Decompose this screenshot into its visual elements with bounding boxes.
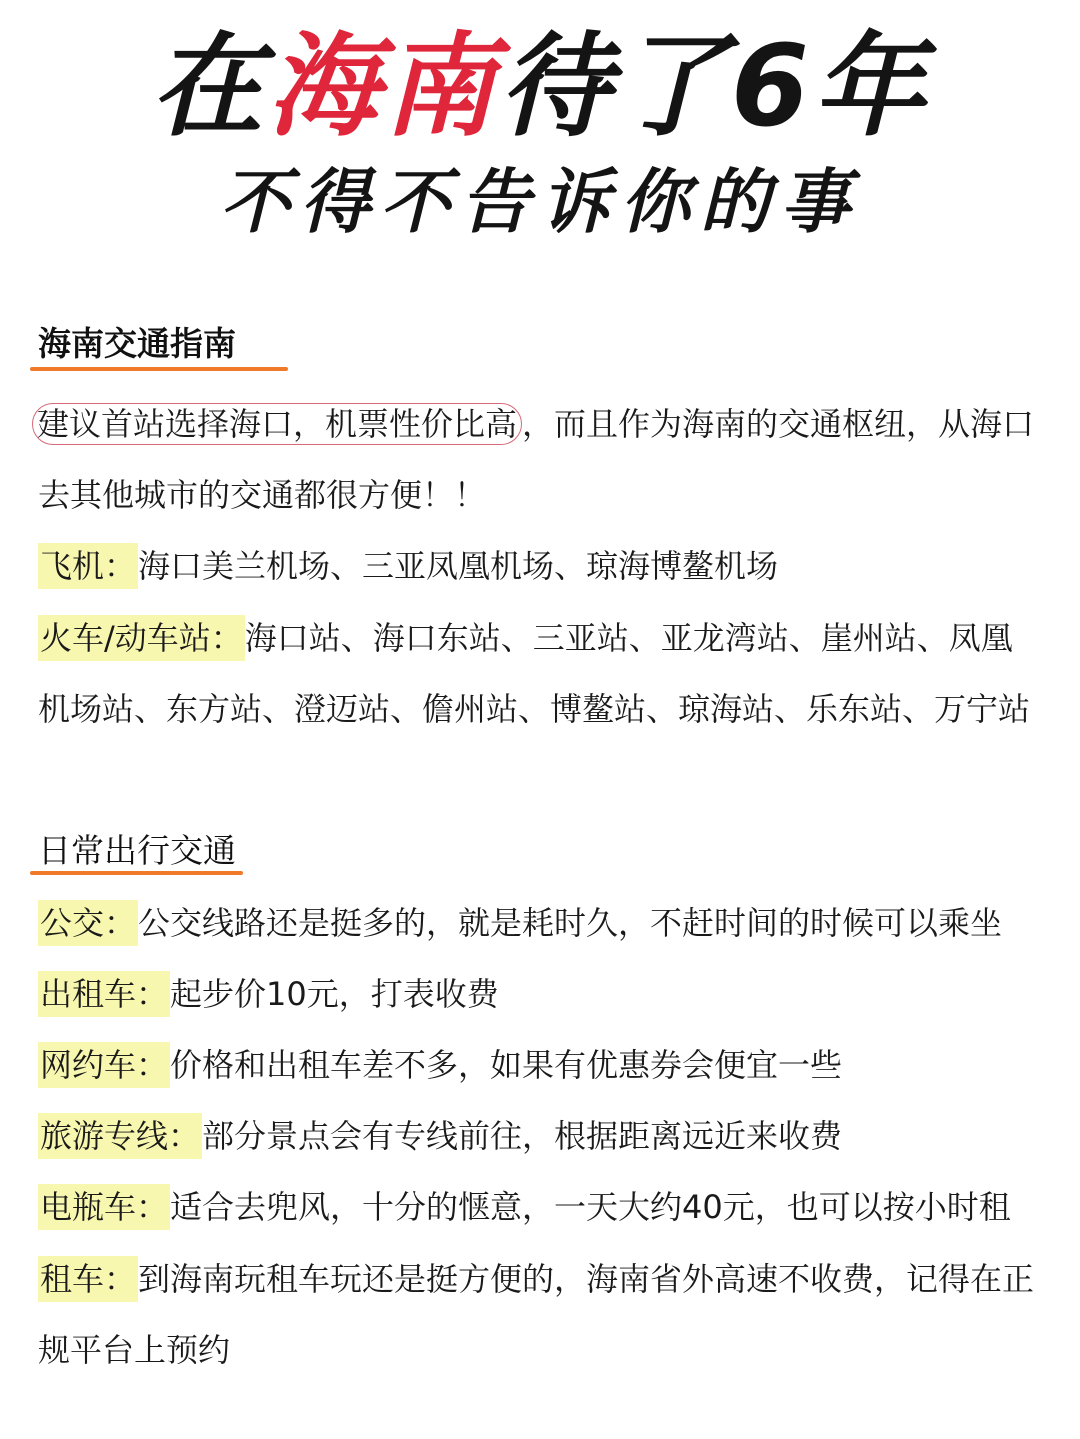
text-train: 海口站、海口东站、三亚站、亚龙湾站、崖州站、凤凰 [244,619,1013,657]
item-ride-hailing [38,1041,842,1089]
label-ebike: 电瓶车： [38,1184,170,1230]
title-prefix: 在 [151,22,268,152]
text-bus: 公交线路还是挺多的，就是耗时久，不赶时间的时候可以乘坐 [138,904,1003,942]
item-train [38,614,1013,662]
item-car-rental [38,1255,1034,1303]
section2-underline [30,871,243,875]
section1-underline [30,367,288,371]
text-tour-line: 部分景点会有专线前往，根据距离远近来收费 [202,1117,843,1155]
item-train-cont: 机场站、东方站、澄迈站、儋州站、博鳌站、琼海站、乐东站、万宁站 [38,690,1031,728]
label-taxi: 出租车： [38,971,170,1017]
item-car-rental-cont: 规平台上预约 [38,1331,231,1369]
intro-rest: ，而且作为海南的交通枢纽，从海口 [522,405,1035,443]
text-taxi: 起步价10元，打表收费 [170,975,499,1013]
item-ebike [38,1183,1011,1231]
item-taxi [38,970,499,1018]
title-suffix: 待了6年 [499,22,929,152]
text-car-rental: 到海南玩租车玩还是挺方便的，海南省外高速不收费，记得在正 [138,1260,1035,1298]
text-ride-hailing: 价格和出租车差不多，如果有优惠券会便宜一些 [170,1046,843,1084]
section1-intro-line1 [38,400,1034,448]
section2-heading: 日常出行交通 [38,831,236,870]
label-bus: 公交： [38,900,138,946]
title-block [0,22,1080,244]
subtitle: 不得不告诉你的事 [220,161,860,243]
item-airport [38,542,778,590]
label-tour-line: 旅游专线： [38,1113,202,1159]
text-airport: 海口美兰机场、三亚凤凰机场、琼海博鳌机场 [138,547,779,585]
item-bus [38,899,1002,947]
section1-heading: 海南交通指南 [38,324,236,363]
label-ride-hailing: 网约车： [38,1042,170,1088]
main-title [0,22,1080,152]
item-tour-line [38,1112,842,1160]
label-airport: 飞机： [38,543,138,589]
title-highlight: 海南 [267,22,500,152]
circled-recommendation: 建议首站选择海口，机票性价比高 [32,403,522,445]
text-ebike: 适合去兜风，十分的惬意，一天大约40元，也可以按小时租 [170,1188,1011,1226]
label-train: 火车/动车站： [38,615,245,661]
section1-intro-line2: 去其他城市的交通都很方便！！ [38,476,487,514]
label-car-rental: 租车： [38,1256,138,1302]
